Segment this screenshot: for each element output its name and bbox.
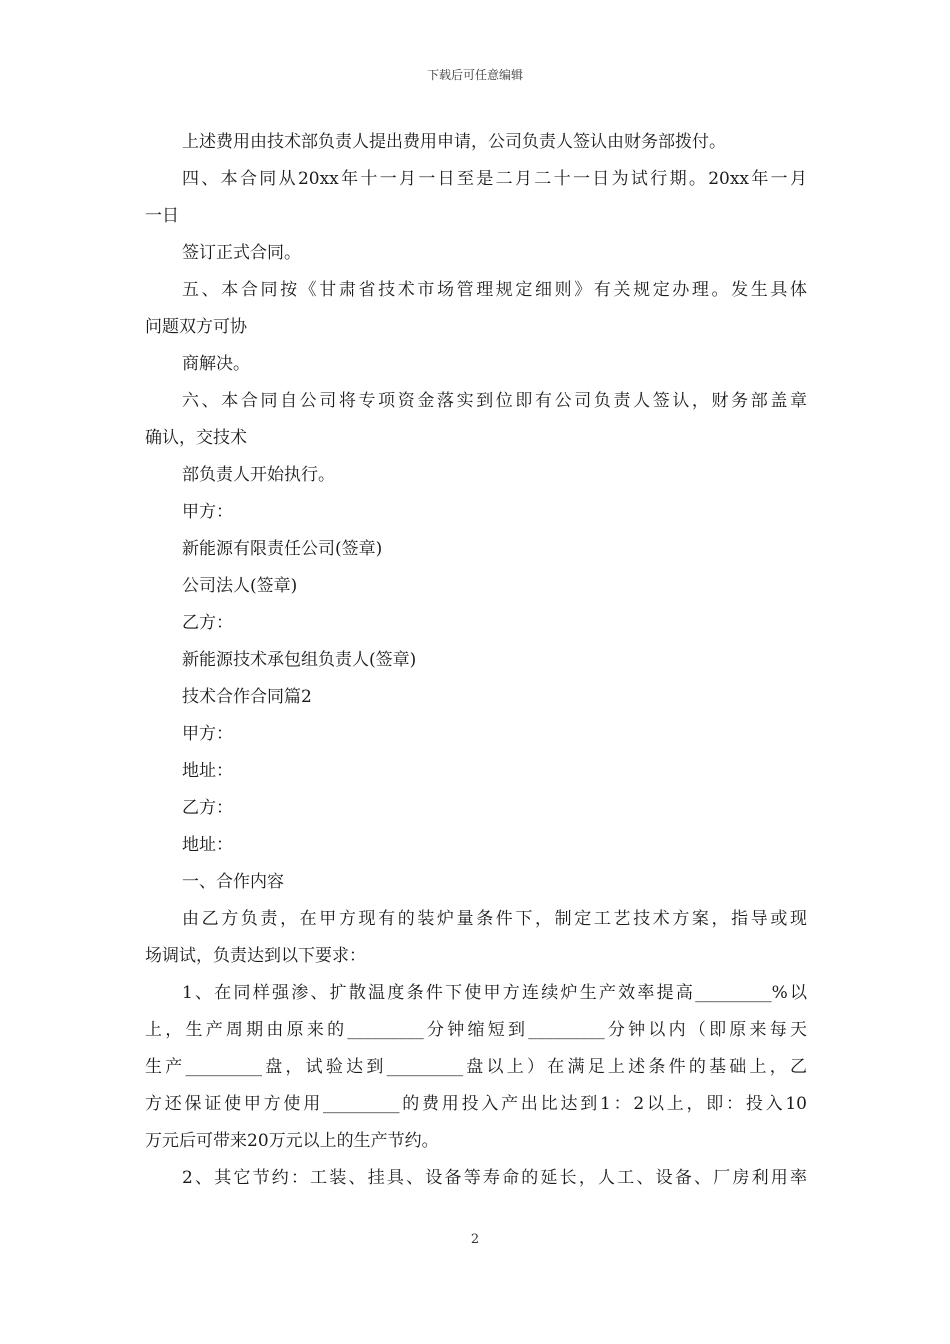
paragraph-line: 上述费用由技术部负责人提出费用申请，公司负责人签认由财务部拨付。 bbox=[182, 132, 726, 152]
paragraph-line: 生产_________盘，试验达到_________盘以上）在满足上述条件的基础上，乙 bbox=[145, 1057, 807, 1077]
paragraph-line: 1、在同样强渗、扩散温度条件下使甲方连续炉生产效率提高_________%以 bbox=[182, 983, 807, 1003]
paragraph-line: 六、本合同自公司将专项资金落实到位即有公司负责人签认，财务部盖章 bbox=[182, 391, 807, 411]
party-a-company: 新能源有限责任公司(签章) bbox=[182, 539, 383, 559]
section-title: 技术合作合同篇2 bbox=[182, 687, 312, 707]
paragraph-line: 五、本合同按《甘肃省技术市场管理规定细则》有关规定办理。发生具体 bbox=[182, 280, 807, 300]
paragraph-line: 四、本合同从20xx年十一月一日至是二月二十一日为试行期。20xx年一月 bbox=[182, 169, 807, 189]
paragraph-line: 上，生产周期由原来的_________分钟缩短到_________分钟以内（即原来每天 bbox=[145, 1020, 807, 1040]
party-a-field: 甲方： bbox=[182, 724, 233, 744]
section-heading: 一、合作内容 bbox=[182, 872, 284, 892]
paragraph-line: 问题双方可协 bbox=[145, 317, 247, 337]
paragraph-line: 确认，交技术 bbox=[145, 428, 247, 448]
party-a-legal-rep: 公司法人(签章) bbox=[182, 576, 298, 596]
paragraph-line: 商解决。 bbox=[182, 354, 250, 374]
party-b-field: 乙方： bbox=[182, 798, 233, 818]
party-b-label: 乙方： bbox=[182, 613, 233, 633]
paragraph-line: 方还保证使甲方使用_________的费用投入产出比达到1：2以上，即：投入10 bbox=[145, 1094, 807, 1114]
party-b-signatory: 新能源技术承包组负责人(签章) bbox=[182, 650, 417, 670]
document-body bbox=[145, 124, 807, 1197]
paragraph-line: 部负责人开始执行。 bbox=[182, 465, 335, 485]
address-field: 地址： bbox=[182, 761, 233, 781]
paragraph-line: 场调试，负责达到以下要求： bbox=[145, 946, 366, 966]
address-field: 地址： bbox=[182, 835, 233, 855]
paragraph-line: 一日 bbox=[145, 206, 179, 226]
paragraph-line: 万元后可带来20万元以上的生产节约。 bbox=[145, 1131, 439, 1151]
page-number: 2 bbox=[470, 1232, 480, 1247]
paragraph-line: 签订正式合同。 bbox=[182, 243, 301, 263]
party-a-label: 甲方： bbox=[182, 502, 233, 522]
paragraph-line: 2、其它节约：工装、挂具、设备等寿命的延长，人工、设备、厂房利用率 bbox=[182, 1168, 807, 1188]
paragraph-line: 由乙方负责，在甲方现有的装炉量条件下，制定工艺技术方案，指导或现 bbox=[182, 909, 807, 929]
page-header: 下载后可任意编辑 bbox=[426, 68, 523, 82]
